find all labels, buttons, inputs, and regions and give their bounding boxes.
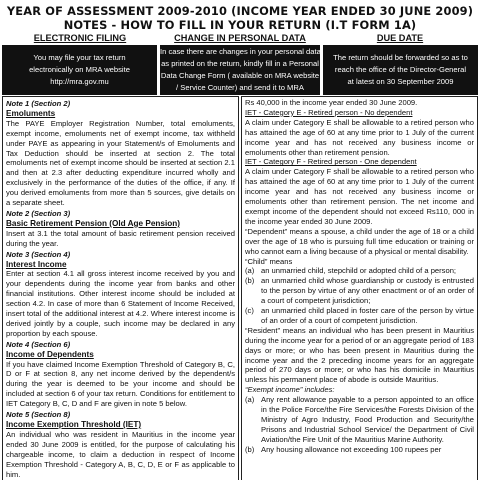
electronic-filing-line: You may file your tax return [33, 53, 126, 62]
electronic-filing-box [2, 45, 157, 95]
note-5-body: An individual who was resident in Mauritius in the income year ended 30 June 2009 is entitled, for the purpose of calculating his chargeable income, to claim a deduction in respect of Income Exemption Threshold - Category A, B, C, D, E or F as applicable to him. [6, 429, 235, 479]
list-text: Any housing allowance not exceeding 100 rupees per [261, 444, 442, 454]
child-definition-heading: “Child” means [245, 256, 293, 266]
personal-data-line: In case there are changes in your personal data [160, 47, 321, 56]
threshold-continuation: Rs 40,000 in the income year ended 30 June 2009. [245, 98, 418, 107]
category-e-heading: IET - Category E - Retired person - No dependent [245, 107, 413, 117]
list-text: Any rent allowance payable to a person appointed to an office in the Police Force/the Fire Services/the Forests Division of the Ministry of Agro Industry, Food Production and Security/the Prisons and Industrial School Service/ the Department of Civil Aviation/the Fire Unit of the Mauritius Marine Authority. [261, 395, 474, 444]
list-text: an unmarried child, stepchild or adopted child of a person; [261, 266, 457, 276]
mra-website-link[interactable]: http://mra.gov.mu [50, 77, 109, 86]
personal-data-line: Data Change Form ( available on MRA website [160, 71, 320, 80]
list-label: (b) [245, 444, 255, 454]
iet-subheading: Income Exemption Threshold (IET) [6, 420, 142, 429]
note-2-body: Insert at 3.1 the total amount of basic retirement pension received during the year. [6, 228, 235, 248]
personal-data-heading: CHANGE IN PERSONAL DATA [174, 33, 306, 43]
electronic-filing-line: electronically on MRA website [29, 65, 130, 74]
child-item [245, 276, 474, 306]
note-4-body: If you have claimed Income Exemption Threshold of Category B, C, D or F at section 8, any net income derived by the dependent/s during the year is deemed to be your income and should be included at section 6 of your tax return. Conditions for entitlement to IET Category B, C, D and F are given in note 5 below. [6, 359, 235, 409]
note-4-heading: Note 4 (Section 6) [6, 339, 71, 349]
list-text: an unmarried child placed in foster care of the person by virtue of an order of a court of competent jurisdiction. [261, 306, 474, 325]
note-3-heading: Note 3 (Section 4) [6, 249, 71, 259]
list-label: (a) [245, 395, 255, 405]
category-f-body: A claim under Category F shall be allowable to a retired person who has attained the age of 60 at any time prior to 1 July of the current income year and has not received any business income or emoluments other than retirement pension. The net income and exempt income of the dependent should not exceed Rs110, 000 in the income year ended 30 June 2009. [245, 167, 474, 226]
interest-income-subheading: Interest Income [6, 259, 67, 269]
resident-definition: “Resident” means an individual who has been present in Mauritius during the income year for a period of or an aggregate period of 183 days or more; or who has been present in Mauritius during the income year and the 2 preceding income years for an aggregate period of 270 days or more; or who has his domicile in Mauritius unless his permanent place of abode is outside Mauritius. [245, 325, 474, 385]
due-date-line: at latest on 30 September 2009 [347, 77, 454, 86]
exempt-income-heading: “Exempt income” includes: [245, 385, 335, 395]
child-item [245, 266, 474, 276]
due-date-box [323, 45, 478, 95]
list-text: an unmarried child whose guardianship or custody is entrusted to the person by virtue of any other enactment or of an order of a court of competent jurisdiction; [261, 276, 474, 306]
category-f-heading: IET - Category F - Retired person - One dependent [245, 157, 417, 167]
note-1-body: The PAYE Employer Registration Number, total emoluments, exempt income, emoluments net of exempt income, tax withheld under PAYE as appearing in your Statement/s of Emoluments and Tax Deduction should be inserted at section 2. The total emoluments net of exempt income should be inserted at section 2.1 and then at 2.3 after deducting expenditure incurred wholly and exclusively in the performance of the duties of the office, if any. If you derived emoluments from more than 5 sources, give details on a separate sheet. [6, 118, 235, 208]
list-label: (c) [245, 306, 254, 316]
category-e-body: A claim under Category E shall be allowable to a retired person who has attained the age of 60 at any time prior to 1 July of the current income year and has not received any business income or emoluments other than retirement pension. [245, 117, 474, 157]
dependent-definition: “Dependent” means a spouse, a child under the age of 18 or a child over the age of 18 who is pursuing full time education or training or who cannot earn a living because of a physical or mental disability. [245, 226, 474, 256]
note-5-heading: Note 5 (Section 8) [6, 410, 71, 420]
return-title: YEAR OF ASSESSMENT 2009-2010 (INCOME YEAR ENDED 30 JUNE 2009) [6, 4, 474, 18]
list-label: (b) [245, 276, 255, 286]
personal-data-box [160, 45, 320, 95]
notes-left-column [2, 96, 239, 480]
personal-data-line: / Service Counter) and send it to MRA [176, 83, 304, 92]
pension-subheading: Basic Retirement Pension (Old Age Pension) [6, 218, 180, 228]
due-date-heading: DUE DATE [376, 33, 424, 43]
notes-right-column [241, 96, 478, 480]
due-date-line: The return should be forwarded so as to [333, 53, 468, 62]
exempt-item [245, 395, 474, 445]
emoluments-subheading: Emoluments [6, 108, 56, 118]
list-label: (a) [245, 266, 255, 276]
notes-title: NOTES - HOW TO FILL IN YOUR RETURN (I.T FORM 1A) [63, 18, 417, 32]
electronic-filing-heading: ELECTRONIC FILING [33, 33, 127, 43]
child-item [245, 306, 474, 326]
personal-data-line: as printed on the return, kindly fill in a Personal [161, 59, 319, 68]
dependents-subheading: Income of Dependents [6, 349, 94, 359]
note-1-heading: Note 1 (Section 2) [6, 99, 71, 108]
note-2-heading: Note 2 (Section 3) [6, 208, 71, 218]
exempt-item [245, 445, 474, 455]
due-date-line: reach the office of the Director-General [334, 65, 467, 74]
note-3-body: Enter at section 4.1 all gross interest income received by you and your dependents during the income year from banks and other financial institutions. Other interest income should be included at section 4.2. In case of more than 6 Statement of Income Received, insert total of the additional interest at 4.2. Where interest income is derived jointly by a couple, such income may be declared in any proportion by each spouse. [6, 269, 235, 338]
